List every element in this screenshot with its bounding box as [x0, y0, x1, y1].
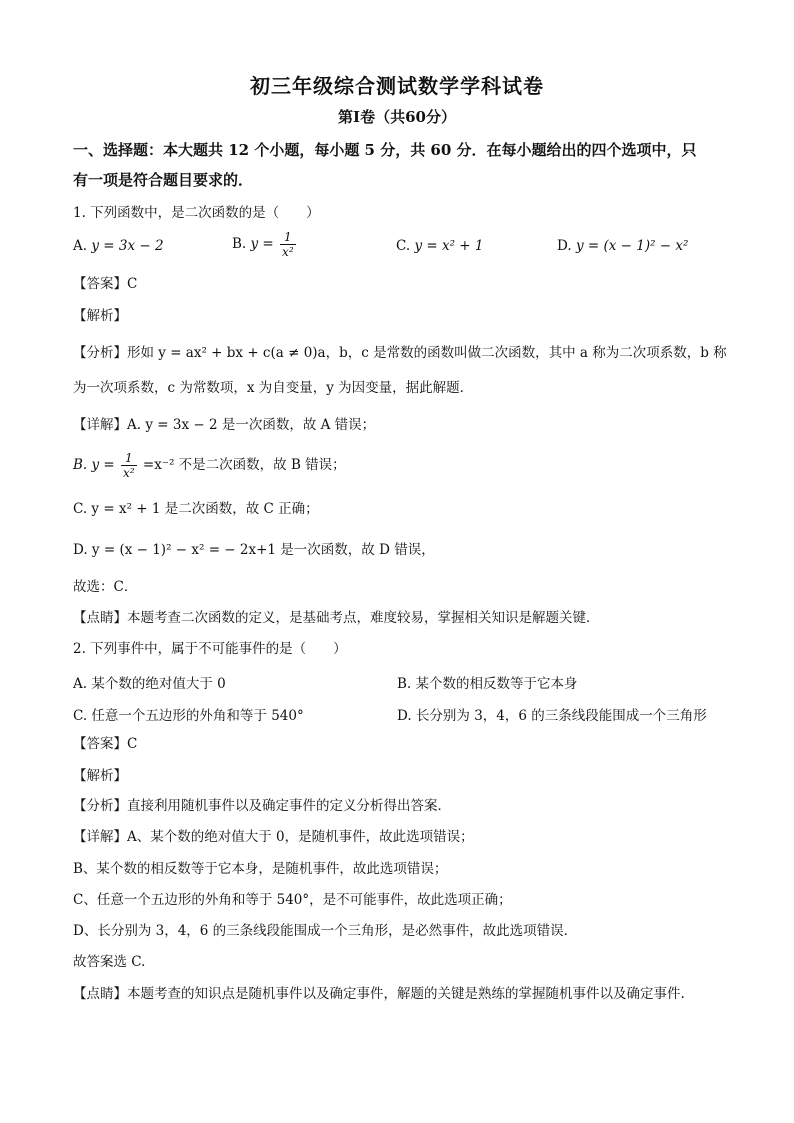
- q1-option-b-prefix: y =: [250, 236, 274, 252]
- q1-option-b-label: B.: [232, 236, 247, 252]
- q2-analysis-heading: 【解析】: [73, 768, 127, 784]
- q1-option-c-expr: y = x² + 1: [414, 238, 484, 254]
- q2-choice: 故答案选 C.: [73, 954, 146, 970]
- q2-stem: 2. 下列事件中，属于不可能事件的是（ ）: [73, 641, 347, 657]
- page-title: 初三年级综合测试数学学科试卷: [250, 74, 544, 98]
- q2-option-b: B. 某个数的相反数等于它本身: [397, 676, 578, 692]
- page-subtitle: 第Ⅰ卷（共60分）: [338, 108, 456, 126]
- q1-detail-b-prefix: B. y =: [73, 457, 115, 473]
- q1-option-c: [396, 238, 483, 254]
- q1-option-b-fraction: [280, 230, 296, 259]
- q2-detail-c: C、任意一个五边形的外角和等于 540°，是不可能事件，故此选项正确；: [73, 892, 512, 908]
- q2-detail-a: 【详解】A、某个数的绝对值大于 0，是随机事件，故此选项错误；: [73, 829, 474, 845]
- q1-option-a-expr: y = 3x − 2: [91, 238, 164, 254]
- q1-option-c-label: C.: [396, 238, 411, 254]
- q1-choice: 故选：C．: [73, 579, 138, 595]
- q1-detail-b: [73, 451, 346, 480]
- q2-answer: 【答案】C: [73, 736, 138, 752]
- q1-option-b-numerator: 1: [280, 230, 296, 245]
- q1-answer: 【答案】C: [73, 276, 138, 292]
- q1-stem: 1. 下列函数中，是二次函数的是（ ）: [73, 205, 320, 221]
- q1-analysis-line2: 为一次项系数，c 为常数项，x 为自变量，y 为因变量，据此解题．: [73, 380, 474, 396]
- q1-detail-a: 【详解】A. y = 3x − 2 是一次函数，故 A 错误；: [73, 417, 376, 433]
- q1-option-d-label: D.: [557, 238, 572, 254]
- q1-option-b: [232, 230, 298, 259]
- q1-detail-b-numerator: 1: [121, 451, 137, 466]
- q1-analysis-heading: 【解析】: [73, 308, 127, 324]
- q1-analysis-line1: 【分析】形如 y = ax² + bx + c(a ≠ 0)a，b，c 是常数的函数叫做二次函数，其中 a 称为二次项系数，b 称: [73, 345, 727, 361]
- q1-option-d-expr: y = (x − 1)² − x²: [575, 238, 689, 254]
- q1-option-b-denominator: x²: [282, 245, 294, 259]
- q1-option-d: [557, 238, 688, 254]
- q1-detail-d: D. y = (x − 1)² − x² = − 2x+1 是一次函数，故 D 错误，: [73, 542, 435, 558]
- q2-option-a: A. 某个数的绝对值大于 0: [73, 676, 226, 692]
- q1-detail-b-fraction: [121, 451, 137, 480]
- q2-option-d: D. 长分别为 3，4，6 的三条线段能围成一个三角形: [397, 708, 707, 724]
- q2-analysis: 【分析】直接利用随机事件以及确定事件的定义分析得出答案．: [73, 798, 451, 814]
- q2-comment: 【点睛】本题考查的知识点是随机事件以及确定事件，解题的关键是熟练的掌握随机事件以及确定事件.: [73, 986, 685, 1002]
- q1-comment: 【点睛】本题考查二次函数的定义，是基础考点，难度较易，掌握相关知识是解题关键．: [73, 610, 600, 626]
- section-header-line1: 一、选择题：本大题共 12 个小题，每小题 5 分，共 60 分．在每小题给出的四个选项中，只: [73, 141, 697, 159]
- q2-detail-d: D、长分别为 3，4，6 的三条线段能围成一个三角形，是必然事件，故此选项错误．: [73, 923, 578, 939]
- q1-detail-c: C. y = x² + 1 是二次函数，故 C 正确；: [73, 501, 319, 517]
- section-header-line2: 有一项是符合题目要求的．: [73, 171, 254, 189]
- q1-option-a: [73, 238, 164, 254]
- q2-detail-b: B、某个数的相反数等于它本身，是随机事件，故此选项错误；: [73, 861, 448, 877]
- q2-option-c: C. 任意一个五边形的外角和等于 540°: [73, 708, 304, 724]
- q1-detail-b-suffix: =x⁻² 不是二次函数，故 B 错误；: [142, 457, 346, 473]
- q1-option-a-label: A.: [73, 238, 88, 254]
- q1-detail-b-denominator: x²: [123, 466, 135, 480]
